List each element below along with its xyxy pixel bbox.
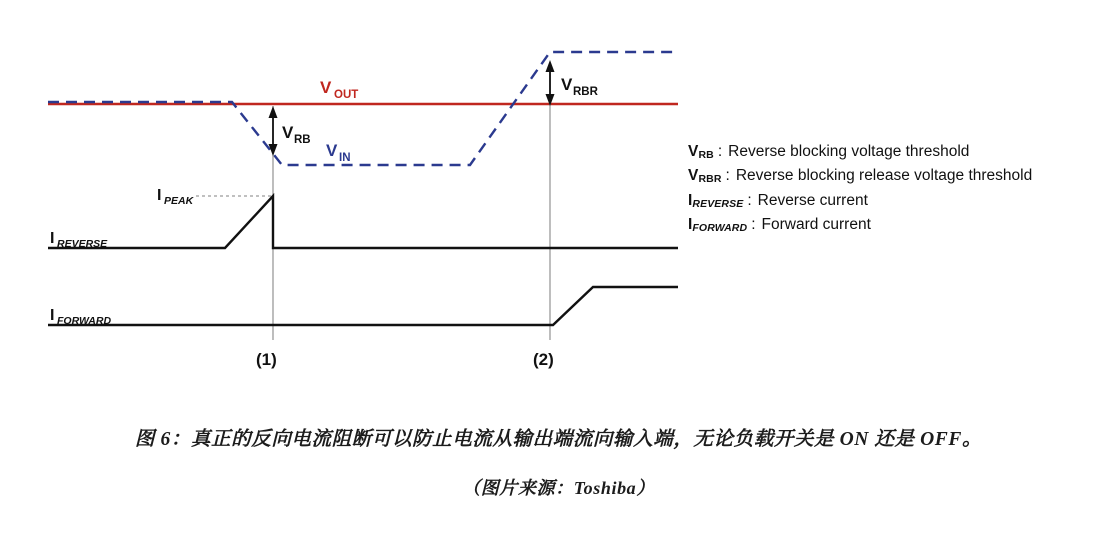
vrb-arrow-head-down: [269, 144, 278, 156]
iforward-label-sub: FORWARD: [57, 315, 112, 327]
iforward-label: [50, 307, 111, 327]
ipeak-label: [157, 187, 195, 207]
legend-item-vrb: [688, 140, 1108, 164]
ireverse-label: [50, 230, 108, 250]
figure-caption: [0, 425, 1117, 500]
waveform-diagram: [20, 10, 680, 390]
vrbr-label-text: V: [561, 75, 573, 94]
vout-label-sub: OUT: [334, 89, 359, 101]
ipeak-label-sub: PEAK: [164, 195, 194, 207]
legend-symbol: VRBR: [688, 167, 722, 186]
vin-waveform: [48, 52, 678, 165]
vrb-arrow-head-up: [269, 106, 278, 118]
vrb-label: [282, 123, 311, 146]
vrb-label-text: V: [282, 123, 294, 142]
ireverse-waveform: [48, 196, 678, 248]
legend-description: Reverse blocking release voltage threshold: [735, 167, 1033, 185]
vin-label-text: V: [326, 141, 338, 160]
legend-symbol: IREVERSE: [688, 191, 744, 210]
vrbr-arrow-head-up: [546, 60, 555, 72]
vin-label-sub: IN: [339, 152, 351, 164]
caption-source: （图片来源：Toshiba）: [462, 478, 655, 499]
legend-separator: :: [717, 143, 723, 160]
legend-item-ireverse: [688, 189, 1108, 213]
iforward-waveform: [48, 287, 678, 325]
legend-separator: :: [751, 216, 756, 234]
vin-label: [326, 141, 351, 164]
legend-description: Reverse blocking voltage threshold: [728, 143, 970, 160]
vout-label-text: V: [320, 78, 332, 97]
marker-2-label: (2): [533, 350, 554, 369]
legend: [688, 140, 1108, 238]
legend-description: Reverse current: [757, 191, 868, 209]
vrb-label-sub: RB: [294, 134, 311, 146]
caption-primary: 图 6：真正的反向电流阻断可以防止电流从输出端流向输入端，无论负载开关是 ON 还是 OFF。: [134, 429, 983, 450]
marker-1-label: (1): [256, 350, 277, 369]
ipeak-label-text: I: [157, 187, 162, 204]
iforward-label-text: I: [50, 307, 55, 324]
ireverse-label-sub: REVERSE: [57, 238, 108, 250]
ireverse-label-text: I: [50, 230, 55, 247]
vout-label: [320, 78, 358, 101]
legend-symbol: VRB: [688, 143, 714, 161]
vrbr-label-sub: RBR: [573, 86, 598, 98]
legend-separator: :: [725, 167, 730, 185]
vrbr-label: [561, 75, 599, 98]
legend-item-iforward: [688, 213, 1108, 237]
legend-description: Forward current: [761, 216, 871, 234]
legend-separator: :: [747, 191, 752, 209]
legend-symbol: IFORWARD: [688, 216, 748, 235]
legend-item-vrbr: [688, 164, 1108, 188]
